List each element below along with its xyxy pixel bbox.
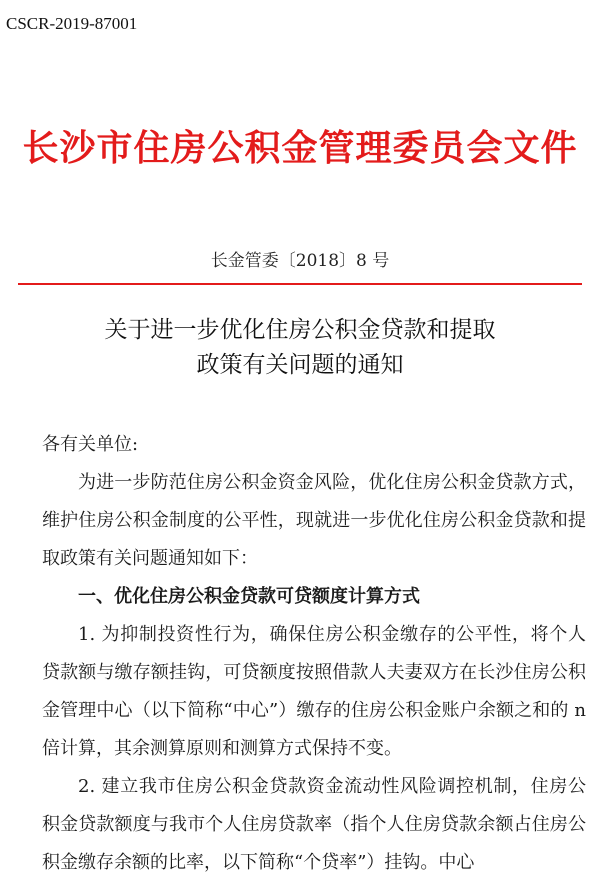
document-body [42, 426, 586, 882]
intro-paragraph: 为进一步防范住房公积金资金风险，优化住房公积金贷款方式，维护住房公积金制度的公平性，现就进一步优化住房公积金贷款和提取政策有关问题通知如下： [42, 472, 586, 569]
item-1-paragraph: 1. 为抑制投资性行为，确保住房公积金缴存的公平性，将个人贷款额与缴存额挂钩，可贷额度按照借款人夫妻双方在长沙住房公积金管理中心（以下简称“中心”）缴存的住房公积金账户余额之和的 n 倍计算，其余测算原则和测算方式保持不变。 [42, 624, 586, 759]
notice-title-line-2: 政策有关问题的通知 [196, 352, 404, 378]
notice-title [0, 313, 600, 383]
section-1-heading: 一、优化住房公积金贷款可贷额度计算方式 [78, 586, 420, 607]
reference-number: 长金管委〔2018〕8 号 [210, 251, 390, 271]
agency-title: 长沙市住房公积金管理委员会文件 [22, 127, 578, 169]
item-2-paragraph: 2. 建立我市住房公积金贷款资金流动性风险调控机制，住房公积金贷款额度与我市个人住房贷款率（指个人住房贷款余额占住房公积金缴存余额的比率，以下简称“个贷率”）挂钩。中心 [42, 776, 586, 873]
red-divider [18, 283, 582, 285]
notice-title-line-1: 关于进一步优化住房公积金贷款和提取 [104, 317, 496, 343]
document-code: CSCR-2019-87001 [6, 14, 138, 33]
salutation: 各有关单位: [42, 434, 139, 455]
